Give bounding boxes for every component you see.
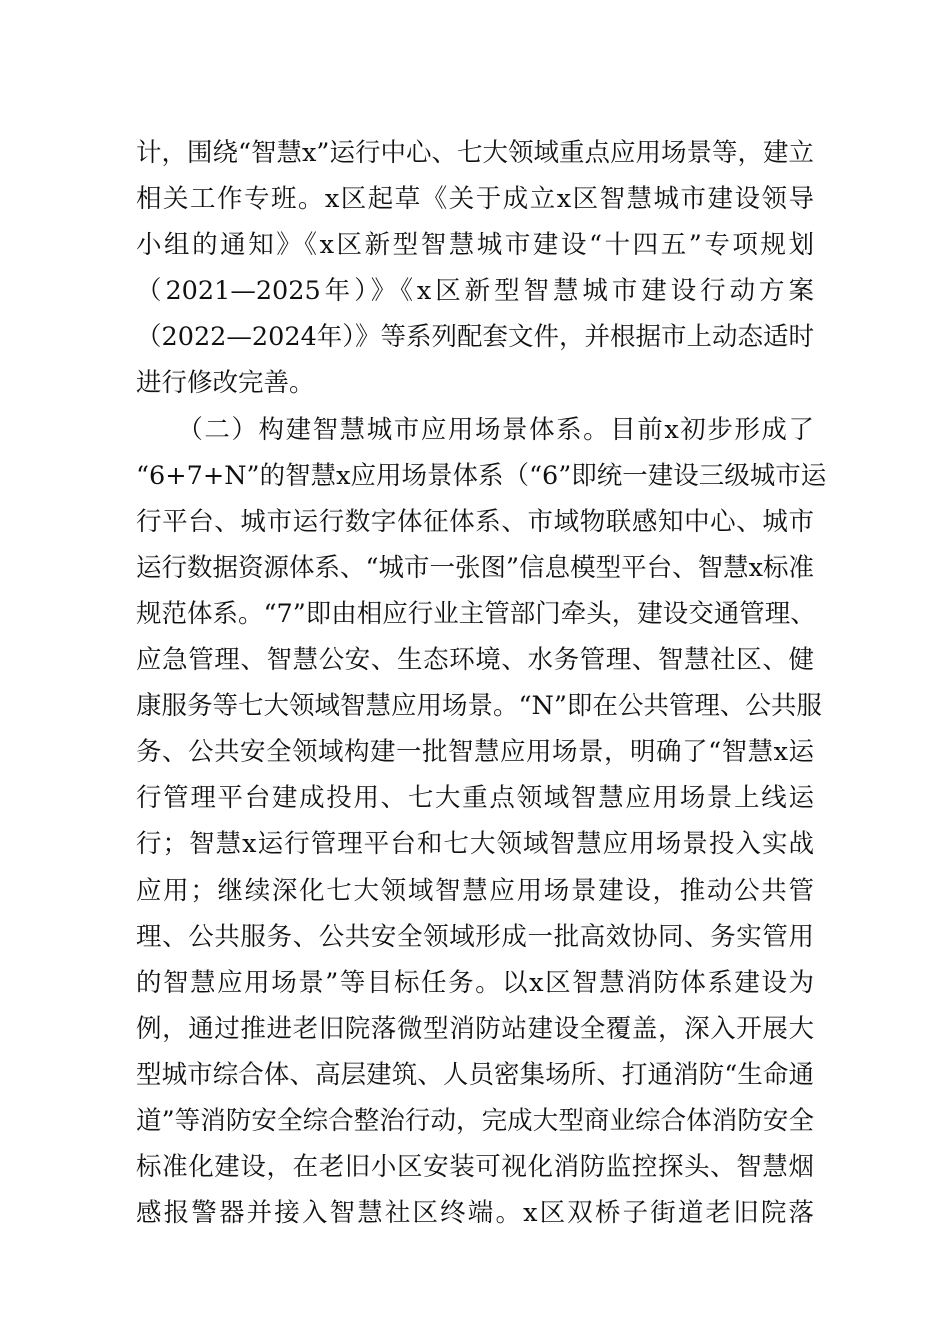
text-line: （2022—2024年）》等系列配套文件，并根据市上动态适时 [136,322,815,353]
text-line: 应急管理、智慧公安、生态环境、水务管理、智慧社区、健 [136,645,814,676]
text-line: 相关工作专班。x区起草《关于成立x区智慧城市建设领导 [136,184,814,215]
text-line: 规范体系。“7”即由相应行业主管部门牵头，建设交通管理、 [136,598,816,629]
document-page [136,130,827,1236]
text-line: “6+7+N”的智慧x应用场景体系（“6”即统一建设三级城市运 [136,460,827,491]
text-line: 理、公共服务、公共安全领域形成一批高效协同、务实管用 [136,921,814,952]
text-line: 行平台、城市运行数字体征体系、市域物联感知中心、城市 [136,506,814,537]
text-line: （2021—2025年）》《x区新型智慧城市建设行动方案 [136,276,814,307]
text-line: 康服务等七大领域智慧应用场景。“N”即在公共管理、公共服 [136,691,822,722]
text-line: 运行数据资源体系、“城市一张图”信息模型平台、智慧x标准 [136,552,814,583]
text-line: 应用；继续深化七大领域智慧应用场景建设，推动公共管 [136,875,814,906]
text-line: 小组的通知》《x区新型智慧城市建设“十四五”专项规划 [136,230,814,261]
text-line: 感报警器并接入智慧社区终端。x区双桥子街道老旧院落 [136,1198,814,1229]
text-line: 的智慧应用场景”等目标任务。以x区智慧消防体系建设为 [136,967,814,998]
text-line: 标准化建设，在老旧小区安装可视化消防监控探头、智慧烟 [136,1152,814,1183]
text-line: 行；智慧x运行管理平台和七大领域智慧应用场景投入实战 [136,829,814,860]
section-heading-line: （二）构建智慧城市应用场景体系。目前x初步形成了 [136,414,814,445]
text-line: 计，围绕“智慧x”运行中心、七大领域重点应用场景等，建立 [136,138,814,168]
text-line: 型城市综合体、高层建筑、人员密集场所、打通消防“生命通 [136,1059,814,1090]
text-line: 进行修改完善。 [136,368,315,399]
text-line: 道”等消防安全综合整治行动，完成大型商业综合体消防安全 [136,1105,814,1136]
text-line: 行管理平台建成投用、七大重点领域智慧应用场景上线运 [136,783,814,814]
text-line: 务、公共安全领域构建一批智慧应用场景，明确了“智慧x运 [136,737,814,768]
text-line: 例，通过推进老旧院落微型消防站建设全覆盖，深入开展大 [136,1013,814,1044]
